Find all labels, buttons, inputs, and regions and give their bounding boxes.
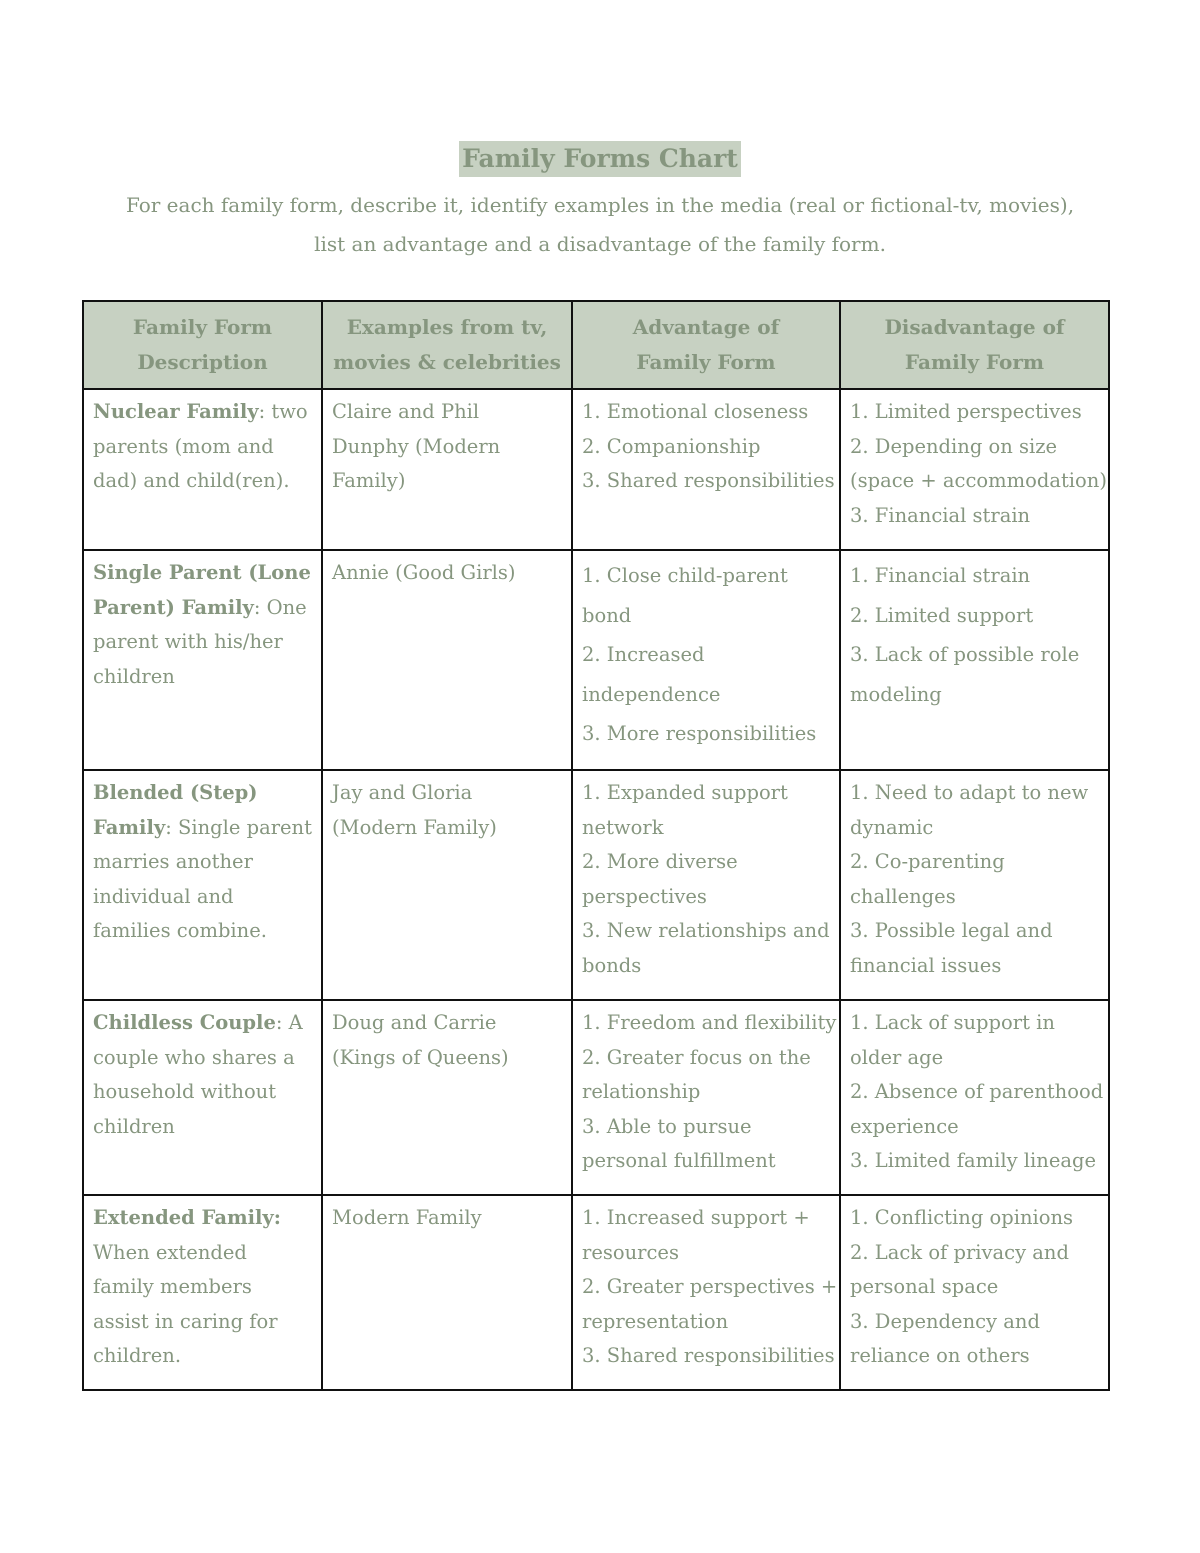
table-row: [83, 1000, 1109, 1195]
example-text: Doug and Carrie (Kings of Queens): [332, 1011, 509, 1069]
header-line: Description: [137, 350, 268, 374]
description-cell: [83, 389, 322, 550]
header-line: Disadvantage of: [884, 315, 1065, 339]
header-examples: [322, 301, 572, 389]
example-cell: [322, 550, 572, 770]
advantage-cell: [572, 1195, 840, 1390]
list-item: 2. Lack of privacy and: [850, 1240, 1069, 1264]
list-item: 3. More responsibilities: [582, 722, 817, 745]
list-item: 1. Expanded support: [582, 781, 788, 804]
instructions-line: list an advantage and a disadvantage of the family form.: [314, 232, 886, 256]
list-item: perspectives: [582, 884, 707, 908]
list-item: 3. New relationships and: [582, 919, 830, 942]
list-item: older age: [850, 1045, 944, 1069]
list-item: 3. Limited family lineage: [850, 1149, 1097, 1172]
list-item: bonds: [582, 953, 642, 977]
example-text: Modern Family: [332, 1206, 482, 1229]
list-item: 3. Shared responsibilities: [582, 469, 835, 492]
list-item: independence: [582, 682, 721, 706]
description-cell: [83, 550, 322, 770]
list-item: 2. Depending on size: [850, 434, 1058, 458]
list-item: relationship: [582, 1080, 701, 1103]
description-cell: [83, 1000, 322, 1195]
header-line: Family Form: [636, 350, 776, 374]
family-form-description: When extended family members assist in caring for children.: [93, 1240, 278, 1367]
title-wrap: [0, 141, 1200, 177]
list-item: (space + accommodation): [850, 469, 1107, 492]
list-item: 1. Emotional closeness: [582, 400, 809, 423]
example-text: Jay and Gloria (Modern Family): [332, 781, 497, 839]
list-item: 2. Limited support: [850, 603, 1034, 627]
family-form-description: : Single parent marries another individual and families combine.: [93, 815, 312, 942]
header-line: Family Form: [904, 350, 1045, 374]
table-row: [83, 1195, 1109, 1390]
list-item: experience: [850, 1114, 959, 1138]
header-line: movies & celebrities: [333, 350, 561, 374]
family-form-description: : two parents (mom and dad) and child(ren).: [93, 400, 308, 492]
advantage-cell: [572, 550, 840, 770]
list-item: 3. Shared responsibilities: [582, 1344, 835, 1367]
list-item: 3. Financial strain: [850, 503, 1031, 527]
list-item: 1. Increased support +: [582, 1206, 810, 1229]
list-item: 1. Conflicting opinions: [850, 1206, 1074, 1229]
list-item: 2. Co-parenting: [850, 850, 1005, 873]
disadvantage-cell: [840, 389, 1109, 550]
family-form-term: Nuclear Family: [93, 400, 259, 423]
advantage-cell: [572, 770, 840, 1000]
list-item: 2. Greater perspectives +: [582, 1275, 838, 1298]
list-item: 3. Lack of possible role: [850, 643, 1080, 666]
table-row: [83, 550, 1109, 770]
page-title: Family Forms Chart: [459, 141, 741, 177]
example-cell: [322, 1195, 572, 1390]
list-item: 2. Greater focus on the: [582, 1045, 811, 1069]
example-text: Claire and Phil Dunphy (Modern Family): [332, 400, 501, 492]
family-forms-table: [82, 300, 1110, 1391]
list-item: 3. Dependency and: [850, 1309, 1040, 1333]
example-cell: [322, 389, 572, 550]
list-item: 2. Companionship: [582, 434, 761, 458]
header-line: Family Form: [132, 315, 273, 339]
disadvantage-cell: [840, 1195, 1109, 1390]
list-item: financial issues: [850, 953, 1002, 977]
list-item: personal space: [850, 1275, 999, 1298]
list-item: modeling: [850, 682, 942, 706]
example-text: Annie (Good Girls): [332, 561, 516, 584]
list-item: 3. Possible legal and: [850, 919, 1053, 942]
header-line: Advantage of: [632, 315, 780, 339]
advantage-cell: [572, 389, 840, 550]
list-item: personal fulfillment: [582, 1149, 776, 1172]
list-item: dynamic: [850, 815, 934, 839]
list-item: challenges: [850, 884, 956, 908]
list-item: 2. Absence of parenthood: [850, 1080, 1104, 1103]
disadvantage-cell: [840, 770, 1109, 1000]
family-form-term: Blended (Step) Family: [93, 781, 258, 839]
description-cell: [83, 1195, 322, 1390]
list-item: network: [582, 815, 664, 839]
list-item: reliance on others: [850, 1344, 1030, 1367]
list-item: 1. Freedom and flexibility: [582, 1011, 837, 1034]
advantage-cell: [572, 1000, 840, 1195]
header-disadvantage: [840, 301, 1109, 389]
table-row: [83, 389, 1109, 550]
list-item: 2. Increased: [582, 643, 705, 666]
list-item: resources: [582, 1240, 679, 1264]
disadvantage-cell: [840, 550, 1109, 770]
family-form-term: Extended Family:: [93, 1206, 281, 1229]
header-line: Examples from tv,: [346, 315, 548, 339]
header-row: [83, 301, 1109, 389]
table-row: [83, 770, 1109, 1000]
list-item: 1. Lack of support in: [850, 1011, 1055, 1034]
instructions: [0, 186, 1200, 264]
list-item: 1. Financial strain: [850, 564, 1031, 587]
list-item: representation: [582, 1309, 729, 1333]
list-item: 2. More diverse: [582, 850, 738, 873]
disadvantage-cell: [840, 1000, 1109, 1195]
family-form-term: Single Parent (Lone Parent) Family: [93, 561, 311, 619]
list-item: 1. Need to adapt to new: [850, 781, 1089, 804]
header-advantage: [572, 301, 840, 389]
example-cell: [322, 1000, 572, 1195]
list-item: 1. Limited perspectives: [850, 400, 1082, 423]
header-family-form: [83, 301, 322, 389]
family-form-term: Childless Couple: [93, 1011, 276, 1034]
family-form-description: : One parent with his/her children: [93, 595, 307, 688]
description-cell: [83, 770, 322, 1000]
list-item: 3. Able to pursue: [582, 1114, 752, 1138]
example-cell: [322, 770, 572, 1000]
list-item: 1. Close child-parent: [582, 564, 788, 587]
family-form-description: : A couple who shares a household without children: [93, 1011, 303, 1138]
instructions-line: For each family form, describe it, identify examples in the media (real or fictional-tv, movies),: [125, 193, 1075, 217]
list-item: bond: [582, 603, 632, 627]
